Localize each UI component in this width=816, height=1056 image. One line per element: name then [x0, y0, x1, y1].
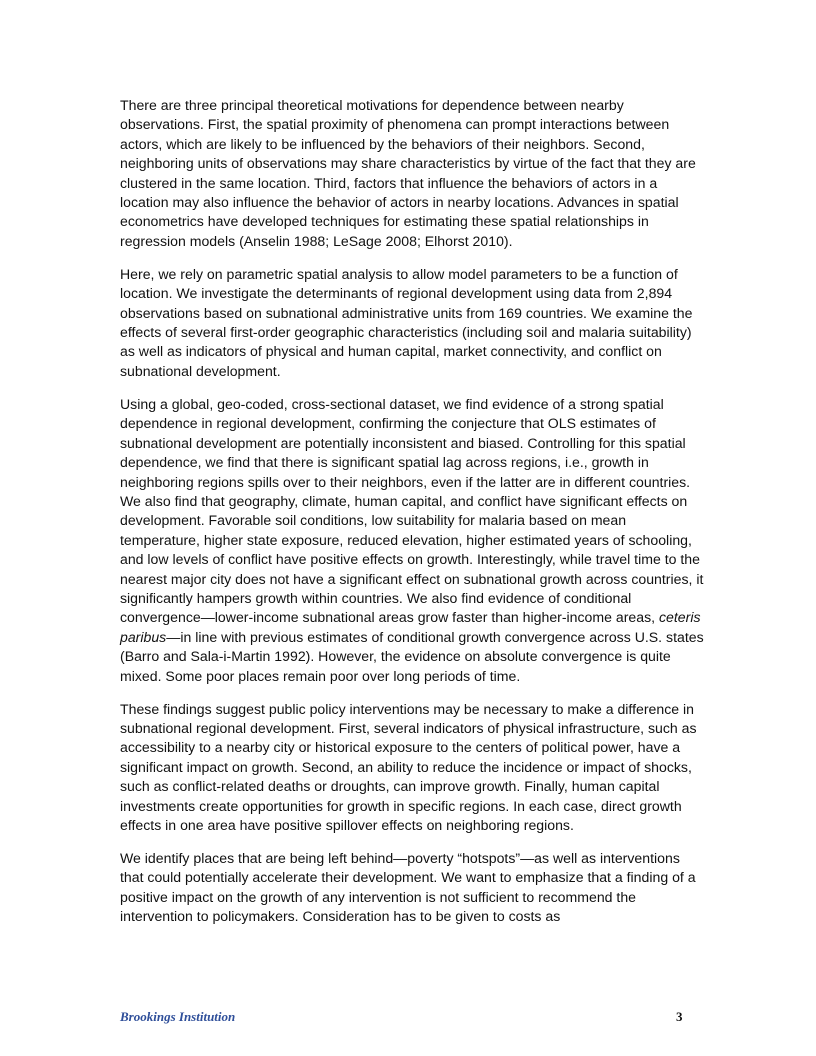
paragraph-findings-part-2: —in line with previous estimates of conditional growth convergence across U.S. states (Barro and Sala-i-Martin 1992). However, the evidence on absolute convergence is quite mixed. Some poor places remain poor over long periods of time. [120, 628, 704, 684]
paragraph-findings-italic: ceteris paribus [120, 609, 701, 645]
body-text [120, 96, 705, 940]
paragraph-spatial-motivations: There are three principal theoretical motivations for dependence between nearby observations. First, the spatial proximity of phenomena can prompt interactions between actors, which are likely to be influenced by the behaviors of their neighbors. Second, neighboring units of observations may share characteristics by virtue of the fact that they are clustered in the same location. Third, factors that influence the behaviors of actors in a location may also influence the behavior of actors in nearby locations. Advances in spatial econometrics have developed techniques for estimating these spatial relationships in regression models (Anselin 1988; LeSage 2008; Elhorst 2010). [120, 97, 696, 249]
paragraph-findings-part-1: Using a global, geo-coded, cross-sectional dataset, we find evidence of a strong spatial dependence in regional development, confirming the conjecture that OLS estimates of subnational development are potentially inconsistent and biased. Controlling for this spatial dependence, we find that there is significant spatial lag across regions, i.e., growth in neighboring regions spills over to their neighbors, even if the latter are in different countries. We also find that geography, climate, human capital, and conflict have significant effects on development. Favorable soil conditions, low suitability for malaria based on mean temperature, higher state exposure, reduced elevation, higher estimated years of schooling, and low levels of conflict have positive effects on growth. Interestingly, while travel time to the nearest major city does not have a significant effect on subnational growth across countries, it significantly hampers growth within countries. We also find evidence of conditional convergence—lower-income subnational areas grow faster than higher-income areas, [120, 395, 704, 626]
paragraph-policy-interventions: These findings suggest public policy interventions may be necessary to make a difference in subnational regional development. First, several indicators of physical infrastructure, such as accessibility to a nearby city or historical exposure to the centers of political power, have a significant impact on growth. Second, an ability to reduce the incidence or impact of shocks, such as conflict-related deaths or droughts, can improve growth. Finally, human capital investments create opportunities for growth in specific regions. In each case, direct growth effects in one area have positive spillover effects on neighboring regions. [120, 700, 697, 833]
paragraph-parametric-analysis: Here, we rely on parametric spatial analysis to allow model parameters to be a function of location. We investigate the determinants of regional development using data from 2,894 observations based on subnational administrative units from 169 countries. We examine the effects of several first-order geographic characteristics (including soil and malaria suitability) as well as indicators of physical and human capital, market connectivity, and conflict on subnational development. [120, 265, 693, 379]
footer-page-number: 3 [676, 1009, 683, 1024]
paragraph-findings [120, 395, 705, 686]
footer-organization: Brookings Institution [120, 1009, 236, 1024]
paragraph-left-behind: We identify places that are being left behind—poverty “hotspots”—as well as interventions that could potentially accelerate their development. We want to emphasize that a finding of a positive impact on the growth of any intervention is not sufficient to recommend the intervention to policymakers. Consideration has to be given to costs as [120, 850, 696, 925]
